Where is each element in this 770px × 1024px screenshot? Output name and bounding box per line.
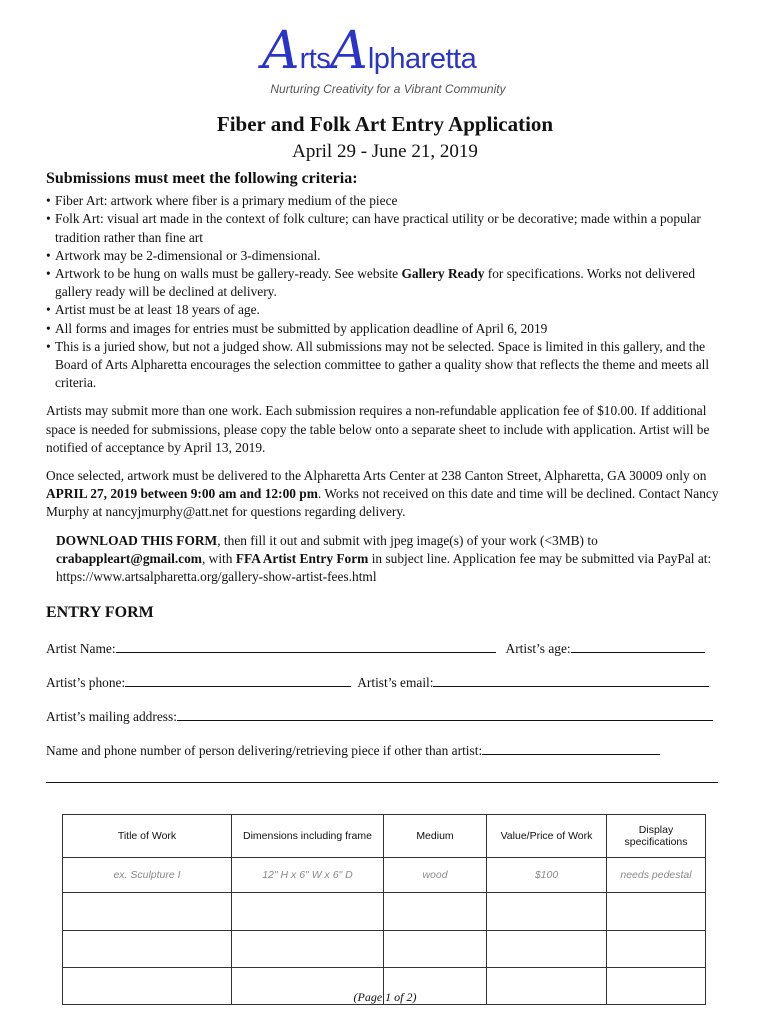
- show-dates: April 29 - June 21, 2019: [292, 141, 478, 162]
- logo: [0, 22, 770, 100]
- gallery-ready-link[interactable]: Gallery Ready: [401, 266, 485, 282]
- mailing-address-field[interactable]: [177, 706, 713, 721]
- submission-text: , with: [201, 550, 236, 566]
- delivery-text: Once selected, artwork must be delivered to the Alpharetta Arts Center at 238 Canton Street, Alpharetta, GA 30009 only on: [46, 468, 707, 484]
- artist-name-field[interactable]: [116, 638, 496, 653]
- criteria-item-text: Artwork to be hung on walls must be gallery-ready. See website: [55, 266, 402, 282]
- artist-age-field[interactable]: [571, 638, 705, 653]
- example-display: needs pedestal: [607, 858, 706, 893]
- content: [46, 170, 726, 783]
- criteria-item: • Folk Art: visual art made in the context of folk culture; can have practical utility or be decorative; made within a popular tradition rather than fine art: [46, 210, 726, 246]
- table-cell[interactable]: [487, 893, 607, 931]
- submission-text: , then fill it out and submit with jpeg image(s) of your work (<3MB) to: [217, 532, 598, 548]
- criteria-list: [46, 192, 726, 392]
- table-cell[interactable]: [487, 931, 607, 968]
- row-phone-email: [46, 672, 726, 690]
- col-dimensions: Dimensions including frame: [232, 815, 384, 858]
- submission-text: in subject line. Application fee may be submitted via PayPal at: https://www.artsalpharetta.org/gallery-show-artist-fees.html: [56, 550, 712, 585]
- table-cell[interactable]: [63, 931, 232, 968]
- logo-letter-a: A: [262, 21, 300, 81]
- table-cell[interactable]: [232, 931, 384, 968]
- criteria-item: • All forms and images for entries must be submitted by application deadline of April 6, 2019: [46, 320, 726, 338]
- delivery-paragraph: [46, 467, 726, 522]
- criteria-item: • This is a juried show, but not a judged show. All submissions may not be selected. Space is limited in this gallery, and the Board of Arts Alpharetta encourages the selection committee to gather a quality show that reflects the theme and meets all criteria.: [46, 338, 726, 393]
- criteria-item: • Artwork may be 2-dimensional or 3-dimensional.: [46, 247, 726, 265]
- table-row: [63, 893, 706, 931]
- delivery-person-field[interactable]: [482, 740, 660, 755]
- entry-form-heading: ENTRY FORM: [46, 604, 154, 622]
- row-delivery-person: [46, 740, 726, 758]
- delivery-person-field-continued[interactable]: [46, 782, 718, 783]
- col-value: Value/Price of Work: [487, 815, 607, 858]
- criteria-heading: Submissions must meet the following criteria:: [46, 170, 358, 187]
- table-cell[interactable]: [384, 931, 487, 968]
- logo-text-arts: rts: [299, 43, 331, 75]
- delivery-text: . Works not received on this date and time will be declined. Contact Nancy Murphy at nancyjmurphy@att.net for questions regarding delivery.: [46, 486, 719, 520]
- logo-tagline: Nurturing Creativity for a Vibrant Community: [270, 82, 506, 96]
- page-title: Fiber and Folk Art Entry Application: [216, 112, 554, 136]
- page-number: (Page 1 of 2): [353, 990, 417, 1004]
- row-address: [46, 706, 726, 724]
- delivery-person-label: Name and phone number of person delivering/retrieving piece if other than artist:: [46, 743, 483, 759]
- submission-email[interactable]: crabappleart@gmail.com: [56, 550, 202, 566]
- table-header-row: [63, 815, 706, 858]
- criteria-item: [46, 265, 726, 301]
- table-cell[interactable]: [607, 893, 706, 931]
- artist-age-label: Artist’s age:: [505, 641, 571, 657]
- subject-line-text: FFA Artist Entry Form: [235, 550, 369, 566]
- artist-email-label: Artist’s email:: [357, 675, 434, 691]
- table-row-example: [63, 858, 706, 893]
- fee-paragraph: Artists may submit more than one work. Each submission requires a non-refundable application fee of $10.00. If additional space is needed for submissions, please copy the table below onto a separate sheet to include with application. Artist will be notified of acceptance by April 13, 2019.: [46, 403, 710, 455]
- criteria-item: • Artist must be at least 18 years of age.: [46, 301, 726, 319]
- col-title-of-work: Title of Work: [63, 815, 232, 858]
- table-cell[interactable]: [384, 893, 487, 931]
- table-cell[interactable]: [232, 893, 384, 931]
- example-title: ex. Sculpture I: [63, 858, 232, 893]
- table-cell[interactable]: [607, 931, 706, 968]
- download-form-link[interactable]: DOWNLOAD THIS FORM: [56, 532, 218, 548]
- delivery-date: APRIL 27, 2019 between 9:00 am and 12:00 pm: [46, 486, 318, 502]
- artist-phone-label: Artist’s phone:: [46, 675, 126, 691]
- logo-letter-a-2: A: [330, 21, 368, 81]
- mailing-address-label: Artist’s mailing address:: [46, 709, 177, 725]
- logo-text-alpharetta: lpharetta: [367, 43, 477, 75]
- logo-wordmark: [262, 22, 522, 80]
- submission-paragraph: [56, 532, 726, 587]
- table-row: [63, 931, 706, 968]
- works-table: [62, 814, 706, 1005]
- table-cell[interactable]: [63, 893, 232, 931]
- criteria-item: • Fiber Art: artwork where fiber is a primary medium of the piece: [46, 192, 726, 210]
- artist-name-label: Artist Name:: [46, 641, 116, 657]
- artist-email-field[interactable]: [433, 672, 709, 687]
- row-name-age: [46, 638, 726, 656]
- example-value: $100: [487, 858, 607, 893]
- criteria-item-text: for specifications. Works not delivered gallery ready will be declined at delivery.: [55, 266, 696, 300]
- artist-phone-field[interactable]: [125, 672, 351, 687]
- col-medium: Medium: [384, 815, 487, 858]
- example-medium: wood: [384, 858, 487, 893]
- example-dimensions: 12" H x 6" W x 6" D: [232, 858, 384, 893]
- col-display-specs: Display specifications: [607, 815, 706, 858]
